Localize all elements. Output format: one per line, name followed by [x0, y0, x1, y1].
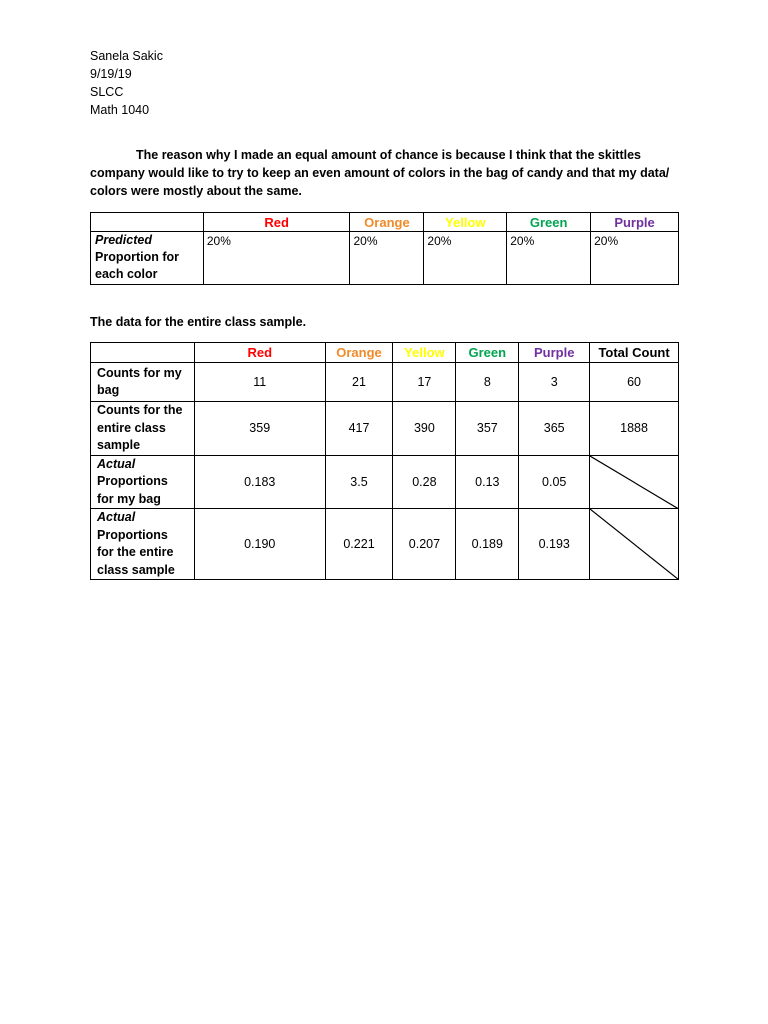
row-label-italic: Actual — [97, 456, 136, 471]
value-cell: 3.5 — [325, 455, 393, 509]
header-purple: Purple — [519, 343, 590, 363]
diagonal-line — [590, 456, 678, 509]
value-cell: 0.183 — [194, 455, 325, 509]
value-cell: 390 — [393, 402, 456, 456]
value-cell: 20% — [203, 232, 350, 285]
header-red: Red — [194, 343, 325, 363]
header-purple: Purple — [591, 213, 679, 232]
value-cell: 0.193 — [519, 509, 590, 580]
row-label — [91, 509, 195, 580]
class-data-table — [90, 342, 679, 580]
table-row — [91, 455, 679, 509]
explanation-paragraph — [90, 146, 670, 200]
predicted-proportions-table — [90, 212, 679, 285]
value-cell: 1888 — [590, 402, 679, 456]
value-cell: 0.13 — [456, 455, 519, 509]
value-cell: 20% — [507, 232, 591, 285]
value-cell: 20% — [350, 232, 424, 285]
value-cell: 3 — [519, 363, 590, 402]
row-label-text: Proportions for the entire class sample — [97, 527, 175, 577]
value-cell: 17 — [393, 363, 456, 402]
value-cell: 8 — [456, 363, 519, 402]
row-label — [91, 232, 204, 285]
row-label-text: Proportions for my bag — [97, 474, 168, 506]
value-cell: 20% — [424, 232, 507, 285]
crossed-out-cell — [590, 455, 679, 509]
school: SLCC — [90, 85, 124, 99]
table-row — [91, 509, 679, 580]
header-red: Red — [203, 213, 350, 232]
row-label: Counts for my bag — [91, 363, 195, 402]
date: 9/19/19 — [90, 67, 132, 81]
value-cell: 365 — [519, 402, 590, 456]
value-cell: 0.28 — [393, 455, 456, 509]
value-cell: 60 — [590, 363, 679, 402]
table-header-row — [91, 213, 679, 232]
header-total-count: Total Count — [590, 343, 679, 363]
author-header — [90, 47, 163, 119]
table-row — [91, 363, 679, 402]
table-header-row — [91, 343, 679, 363]
header-yellow: Yellow — [393, 343, 456, 363]
header-orange: Orange — [325, 343, 393, 363]
value-cell: 0.05 — [519, 455, 590, 509]
value-cell: 11 — [194, 363, 325, 402]
course: Math 1040 — [90, 103, 150, 117]
table-row — [91, 402, 679, 456]
header-green: Green — [507, 213, 591, 232]
table-row — [91, 232, 679, 285]
diagonal-line — [590, 509, 678, 579]
value-cell: 20% — [591, 232, 679, 285]
empty-corner-cell — [91, 213, 204, 232]
value-cell: 357 — [456, 402, 519, 456]
value-cell: 359 — [194, 402, 325, 456]
value-cell: 0.189 — [456, 509, 519, 580]
value-cell: 0.207 — [393, 509, 456, 580]
header-green: Green — [456, 343, 519, 363]
row-label — [91, 455, 195, 509]
value-cell: 417 — [325, 402, 393, 456]
value-cell: 0.221 — [325, 509, 393, 580]
value-cell: 21 — [325, 363, 393, 402]
row-label: Counts for the entire class sample — [91, 402, 195, 456]
header-orange: Orange — [350, 213, 424, 232]
row-label-text: Proportion for each color — [95, 250, 180, 281]
explanation-text: The reason why I made an equal amount of chance is because I think that the skittles company would like to try to keep an even amount of colors in the bag of candy and that my data/ colors were mostly about the same. — [90, 148, 670, 198]
header-yellow: Yellow — [424, 213, 507, 232]
empty-corner-cell — [91, 343, 195, 363]
value-cell: 0.190 — [194, 509, 325, 580]
row-label-italic: Predicted — [95, 233, 152, 247]
class-data-heading: The data for the entire class sample. — [90, 315, 307, 329]
crossed-out-cell — [590, 509, 679, 580]
author-name: Sanela Sakic — [90, 49, 163, 63]
row-label-italic: Actual — [97, 510, 136, 524]
